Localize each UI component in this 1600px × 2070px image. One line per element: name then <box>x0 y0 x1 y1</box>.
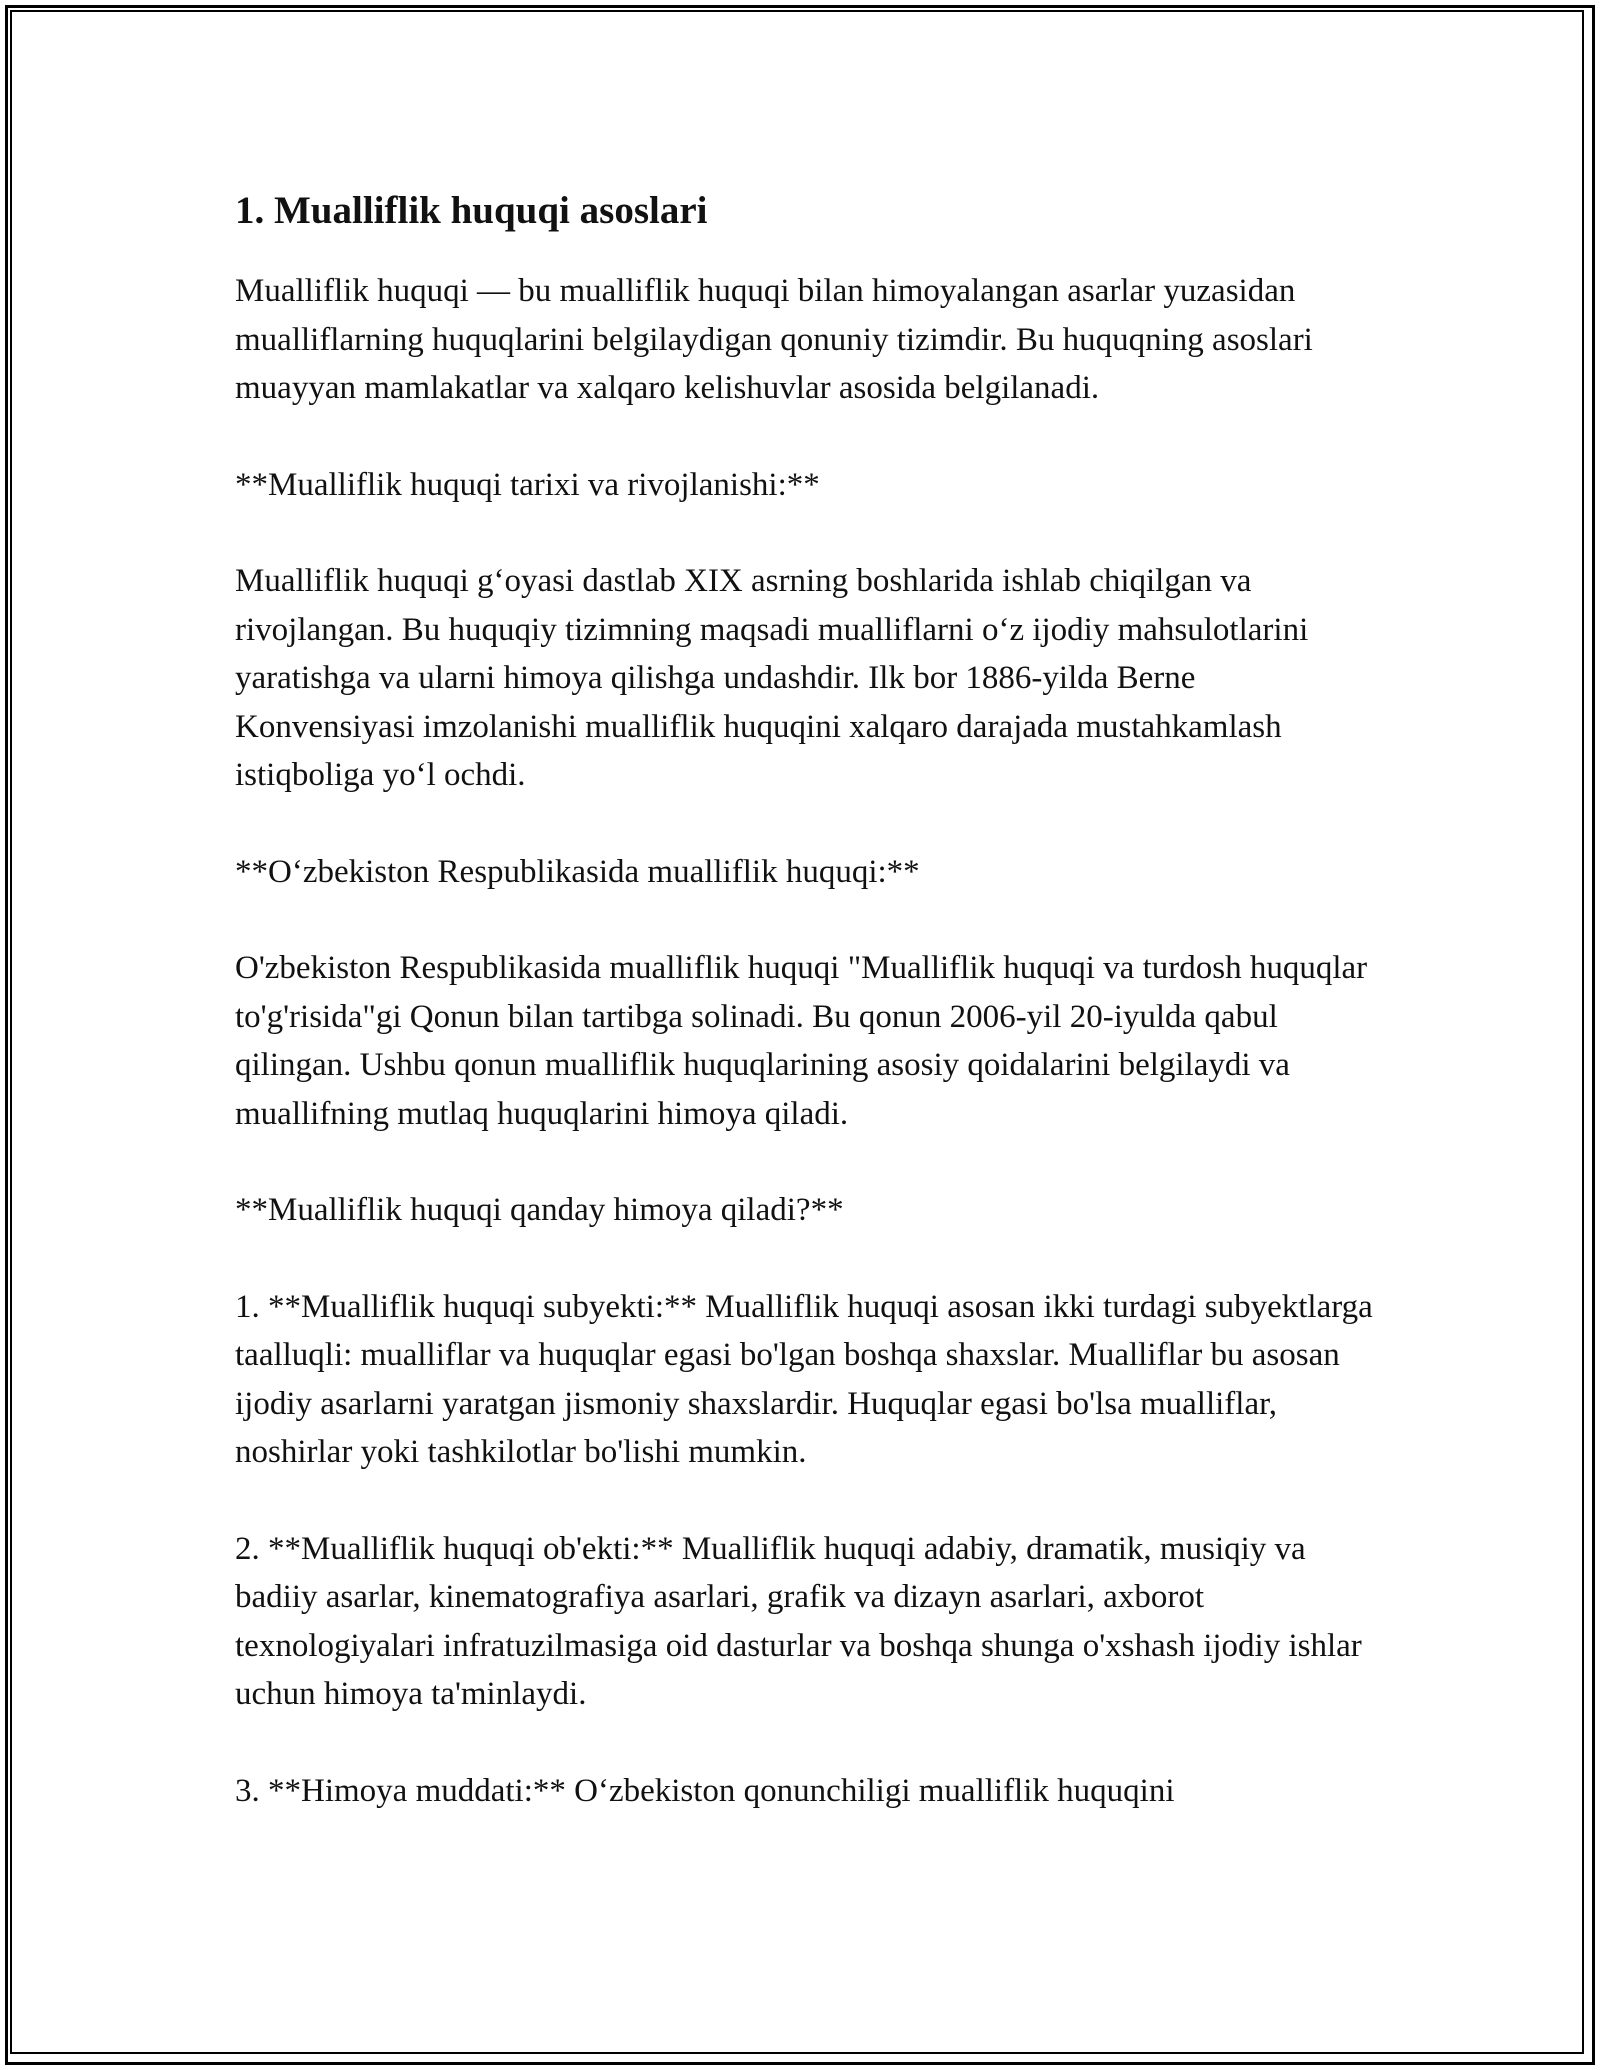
paragraph-uzbekistan-law: O'zbekiston Respublikasida mualliflik huquqi "Mualliflik huquqi va turdosh huquqlar to'g'risida"gi Qonun bilan tartibga solinadi. Bu qonun 2006-yil 20-iyulda qabul qilingan. Ushbu qonun mualliflik huquqlarining asosiy qoidalarini belgilaydi va muallifning mutlaq huquqlarini himoya qiladi. <box>235 950 1368 1132</box>
list-item-subject: 1. **Mualliflik huquqi subyekti:** Mualliflik huquqi asosan ikki turdagi subyektlarga taalluqli: mualliflar va huquqlar egasi bo'lgan boshqa shaxslar. Mualliflar bu asosan ijodiy asarlarni yaratgan jismoniy shaxslardir. Huquqlar egasi bo'lsa mualliflar, noshirlar yoki tashkilotlar bo'lishi mumkin. <box>235 1288 1373 1470</box>
paragraph-intro: Mualliflik huquqi — bu mualliflik huquqi bilan himoyalangan asarlar yuzasidan mualliflarning huquqlarini belgilaydigan qonuniy tizimdir. Bu huquqning asoslari muayyan mamlakatlar va xalqaro kelishuvlar asosida belgilanadi. <box>235 273 1313 406</box>
document-body <box>235 185 1375 1815</box>
paragraph-subheading-uzbekistan: **O‘zbekiston Respublikasida mualliflik huquqi:** <box>235 853 920 890</box>
list-item-object: 2. **Mualliflik huquqi ob'ekti:** Mualliflik huquqi adabiy, dramatik, musiqiy va badiiy asarlar, kinematografiya asarlari, grafik va dizayn asarlari, axborot texnologiyalari infratuzilmasiga oid dasturlar va boshqa shunga o'xshash ijodiy ishlar uchun himoya ta'minlaydi. <box>235 1530 1362 1712</box>
paragraph-history: Mualliflik huquqi g‘oyasi dastlab XIX asrning boshlarida ishlab chiqilgan va rivojlangan. Bu huquqiy tizimning maqsadi mualliflarni o‘z ijodiy mahsulotlarini yaratishga va ularni himoya qilishga undashdir. Ilk bor 1886-yilda Berne Konvensiyasi imzolanishi mualliflik huquqini xalqaro darajada mustahkamlash istiqboliga yo‘l ochdi. <box>235 563 1309 793</box>
section-heading: 1. Mualliflik huquqi asoslari <box>235 189 708 232</box>
paragraph-subheading-history: **Mualliflik huquqi tarixi va rivojlanishi:** <box>235 466 820 503</box>
list-item-term: 3. **Himoya muddati:** O‘zbekiston qonunchiligi mualliflik huquqini <box>235 1772 1175 1809</box>
paragraph-subheading-protection: **Mualliflik huquqi qanday himoya qiladi?** <box>235 1192 844 1228</box>
